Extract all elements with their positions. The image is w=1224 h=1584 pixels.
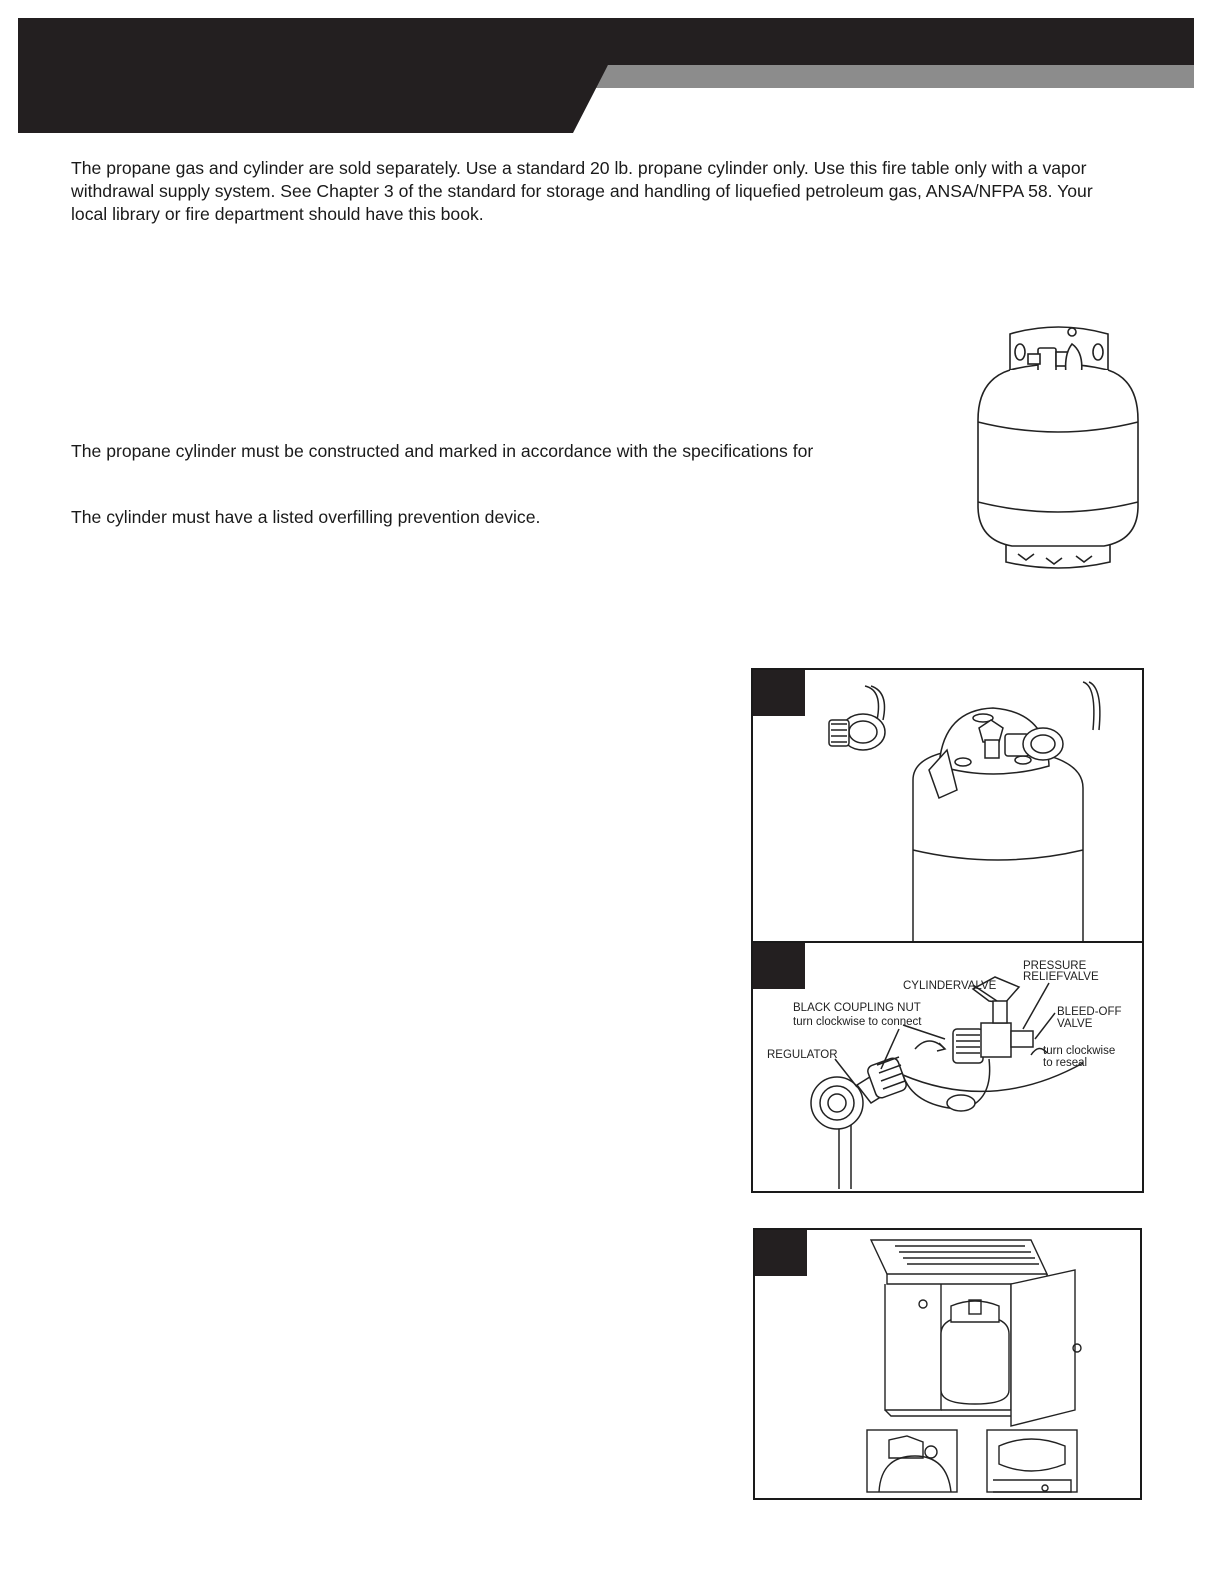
- bleed-off-label-line2: VALVE: [1057, 1018, 1093, 1030]
- step-panel-1: [751, 668, 1144, 944]
- header-banner: [18, 18, 1194, 133]
- propane-cylinder-icon: [972, 318, 1144, 570]
- cylinder-spec-paragraph: The propane cylinder must be constructed and marked in accordance with the specifications for: [71, 441, 814, 461]
- coupling-nut-note: turn clockwise to connect: [793, 1016, 922, 1028]
- step-panel-3: [753, 1228, 1142, 1500]
- regulator-and-cylinder-icon: [753, 670, 1142, 942]
- regulator-label: REGULATOR: [767, 1049, 838, 1061]
- cylinder-valve-label: CYLINDERVALVE: [903, 980, 997, 992]
- valve-connection-diagram: [753, 943, 1142, 1191]
- intro-paragraph: The propane gas and cylinder are sold separately. Use a standard 20 lb. propane cylinder only. Use this fire table only with a vapor withdrawal supply system. See Chapter 3 of the standard for storage and handling of liquefied petroleum gas, ANSA/NFPA 58. Your local library or fire department should have this book.: [71, 158, 1093, 224]
- pressure-relief-label-line2: RELIEFVALVE: [1023, 971, 1099, 983]
- reseal-label-line2: to reseal: [1043, 1057, 1088, 1069]
- coupling-nut-label: BLACK COUPLING NUT: [793, 1002, 921, 1014]
- fire-table-cylinder-icon: [755, 1230, 1140, 1498]
- header-gray-stripe: [593, 65, 1194, 88]
- pressure-relief-label-line1: PRESSURE: [1023, 960, 1087, 972]
- bleed-off-label-line1: BLEED-OFF: [1057, 1006, 1122, 1018]
- overfill-paragraph: The cylinder must have a listed overfilling prevention device.: [71, 507, 541, 527]
- reseal-label-line1: turn clockwise: [1043, 1045, 1116, 1057]
- step-panel-2: [751, 941, 1144, 1193]
